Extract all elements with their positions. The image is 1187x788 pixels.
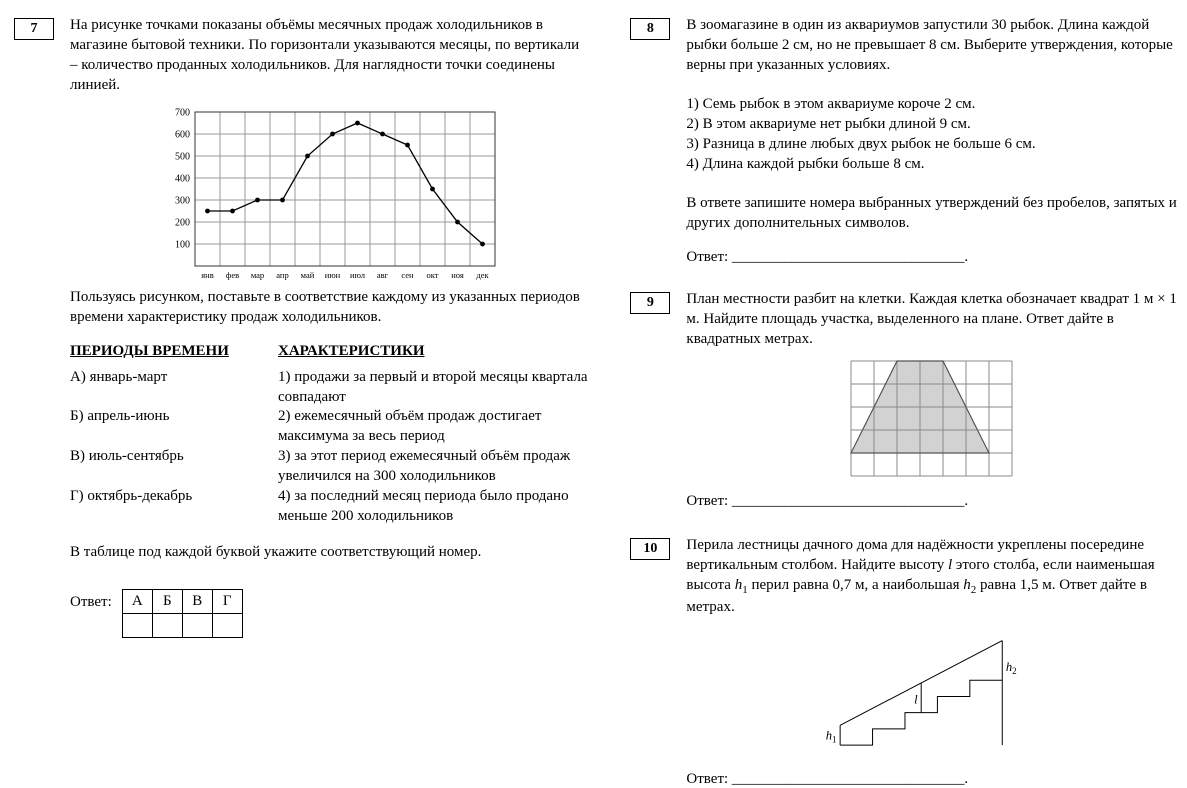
answer-header-a: А	[122, 590, 152, 614]
statement-1: 1) Семь рыбок в этом аквариуме короче 2 см.	[686, 95, 976, 112]
data-point	[230, 208, 235, 213]
answer-table	[122, 589, 243, 638]
data-point	[305, 153, 310, 158]
problem-7	[14, 16, 588, 638]
y-axis-tick-label: 700	[175, 107, 191, 119]
problem-8-number: 8	[630, 18, 670, 40]
answer-blank[interactable]: _______________________________.	[731, 770, 969, 787]
answer-label: Ответ:	[686, 493, 729, 510]
problem-8-answer	[686, 249, 1177, 266]
data-point	[205, 208, 210, 213]
y-axis-tick-label: 400	[175, 173, 191, 185]
answer-label: Ответ:	[686, 770, 729, 787]
left-column	[14, 16, 588, 788]
x-axis-tick-label: окт	[426, 269, 439, 280]
y-axis-tick-label: 600	[175, 129, 191, 141]
x-axis-tick-label: янв	[201, 269, 214, 280]
stairs-figure-wrap	[686, 628, 1177, 755]
problem-10	[630, 536, 1177, 787]
answer-table-input-row	[122, 614, 242, 638]
x-axis-tick-label: сен	[401, 269, 414, 280]
math-var-h2: h	[963, 577, 971, 594]
answer-label: Ответ:	[686, 249, 729, 266]
period-g: Г) октябрь-декабрь	[70, 488, 193, 505]
problem-10-content	[686, 536, 1177, 787]
characteristic-3: 3) за этот период ежемесячный объём продаж увеличился на 300 холодильников	[278, 448, 571, 485]
answer-cell-b[interactable]	[152, 614, 182, 638]
statement-3: 3) Разница в длине любых двух рыбок не больше 6 см.	[686, 135, 1036, 152]
y-axis-tick-label: 300	[175, 195, 191, 207]
answer-blank[interactable]: _______________________________.	[731, 249, 969, 266]
answer-cell-g[interactable]	[212, 614, 242, 638]
h1-label: $h_1$	[825, 728, 837, 745]
problem-8-content	[686, 16, 1177, 266]
x-axis-tick-label: апр	[276, 269, 289, 280]
data-point	[480, 241, 485, 246]
characteristics-header: ХАРАКТЕРИСТИКИ	[278, 342, 425, 359]
data-point	[255, 197, 260, 202]
plan-figure-wrap	[686, 360, 1177, 477]
data-point	[430, 186, 435, 191]
characteristic-1: 1) продажи за первый и второй месяцы квартала совпадают	[278, 368, 588, 405]
answer-cell-v[interactable]	[182, 614, 212, 638]
sales-chart	[157, 106, 501, 282]
problem-8-outro: В ответе запишите номера выбранных утверждений без пробелов, запятых и других дополнительных символов.	[686, 194, 1177, 231]
periods-header: ПЕРИОДЫ ВРЕМЕНИ	[70, 342, 229, 359]
answer-cell-a[interactable]	[122, 614, 152, 638]
math-var-h1: h	[734, 577, 743, 594]
problem-9	[630, 290, 1177, 510]
y-axis-tick-label: 500	[175, 151, 191, 163]
answer-header-v: В	[182, 590, 212, 614]
period-b: Б) апрель-июнь	[70, 408, 170, 425]
right-column	[630, 16, 1177, 788]
x-axis-tick-label: авг	[377, 269, 389, 280]
problem-9-intro: План местности разбит на клетки. Каждая клетка обозначает квадрат 1 м × 1 м. Найдите площадь участка, выделенного на плане. Ответ дайте в квадратных метрах.	[686, 291, 1177, 348]
problem-9-number: 9	[630, 292, 670, 314]
data-point	[280, 197, 285, 202]
x-axis-tick-label: мар	[251, 269, 265, 280]
x-axis-tick-label: дек	[476, 269, 489, 280]
math-var-l: l	[947, 557, 953, 574]
problem-7-intro: На рисунке точками показаны объёмы месячных продаж холодильников в магазине бытовой техники. По горизонтали указываются месяцы, по вертикали – количество проданных холодильников. Для наглядности точки соединены линией.	[70, 17, 580, 93]
x-axis-tick-label: ноя	[451, 269, 464, 280]
characteristic-4: 4) за последний месяц периода было продано меньше 200 холодильников	[278, 488, 569, 525]
problem-7-task: Пользуясь рисунком, поставьте в соответствие каждому из указанных периодов времени характеристику продаж холодильников.	[70, 288, 580, 325]
plan-figure	[850, 360, 1013, 477]
x-axis-tick-label: июл	[350, 269, 366, 280]
x-axis-tick-label: июн	[324, 269, 341, 280]
problem-10-text: Перила лестницы дачного дома для надёжности укреплены посередине вертикальным столбом. Найдите высоту l этого столба, если наименьшая высота $h_1$ перил равна 0,7 м, а наибольшая $h_2$ равна 1,5 м. Ответ дайте в метрах.	[686, 537, 1155, 615]
x-axis-tick-label: фев	[226, 269, 240, 280]
data-point	[355, 120, 360, 125]
problem-9-answer	[686, 493, 1177, 510]
characteristic-2: 2) ежемесячный объём продаж достигает максимума за весь период	[278, 408, 542, 445]
h2-label: $h_2$	[1005, 659, 1017, 676]
answer-label: Ответ:	[70, 594, 112, 610]
problem-10-number: 10	[630, 538, 670, 560]
data-point	[455, 219, 460, 224]
matching-table	[70, 342, 588, 527]
problem-9-content	[686, 290, 1177, 510]
answer-header-g: Г	[212, 590, 242, 614]
data-point	[405, 142, 410, 147]
problem-8	[630, 16, 1177, 266]
period-v: В) июль-сентябрь	[70, 448, 184, 465]
problem-7-content	[70, 16, 588, 638]
problem-7-number: 7	[14, 18, 54, 40]
problem-7-answer	[70, 589, 588, 638]
answer-header-b: Б	[152, 590, 182, 614]
l-label: l	[913, 692, 918, 707]
data-point	[380, 131, 385, 136]
x-axis-tick-label: май	[300, 269, 315, 280]
y-axis-tick-label: 100	[175, 239, 191, 251]
answer-table-header-row	[122, 590, 242, 614]
statement-4: 4) Длина каждой рыбки больше 8 см.	[686, 155, 925, 172]
y-axis-tick-label: 200	[175, 217, 191, 229]
statements-list	[686, 95, 1177, 175]
statement-2: 2) В этом аквариуме нет рыбки длиной 9 см.	[686, 115, 971, 132]
problem-8-intro: В зоомагазине в один из аквариумов запустили 30 рыбок. Длина каждой рыбки больше 2 см, но не превышает 8 см. Выберите утверждения, которые верны при указанных условиях.	[686, 17, 1173, 73]
answer-blank[interactable]: _______________________________.	[731, 493, 969, 510]
sales-chart-wrap	[70, 106, 588, 282]
problem-7-instruction: В таблице под каждой буквой укажите соответствующий номер.	[70, 544, 482, 561]
data-point	[330, 131, 335, 136]
stairs-figure	[822, 628, 1042, 755]
problem-10-answer	[686, 771, 1177, 788]
period-a: А) январь-март	[70, 368, 168, 385]
